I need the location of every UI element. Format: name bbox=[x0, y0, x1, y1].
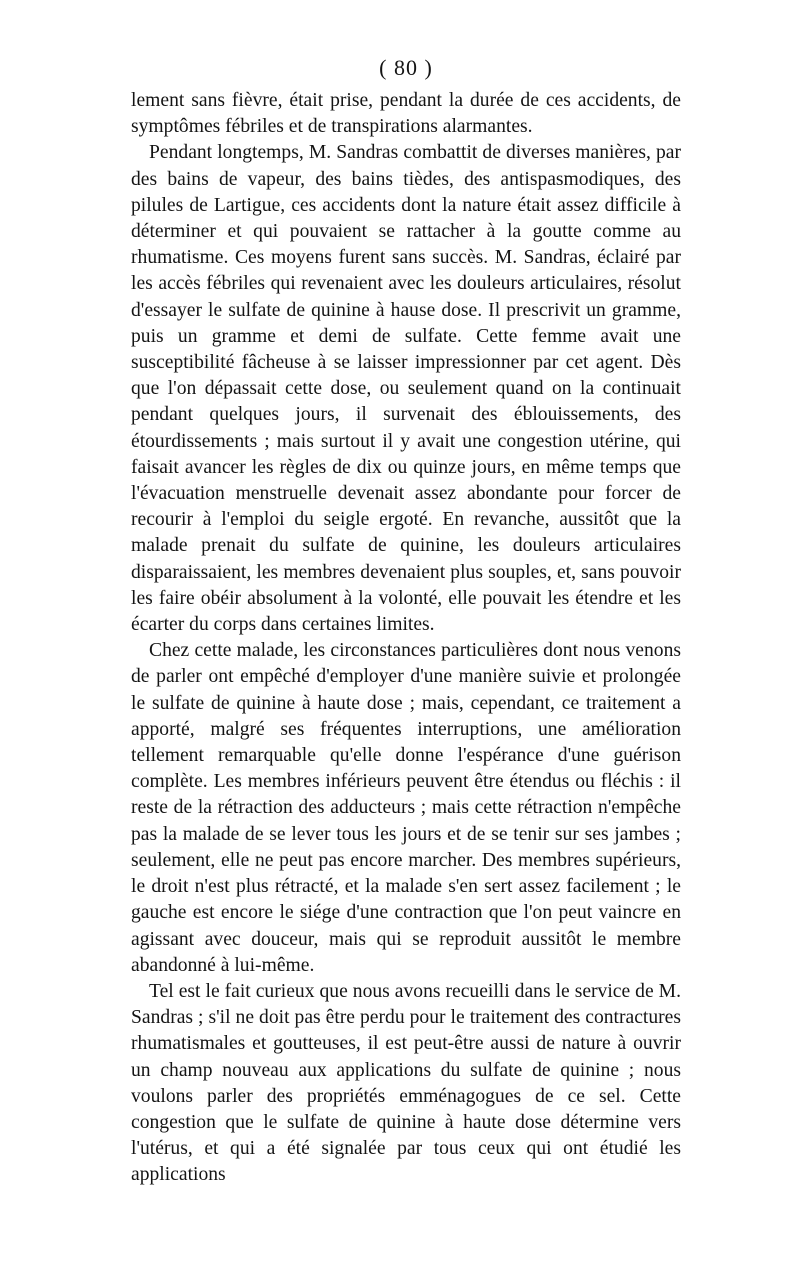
page-number: ( 80 ) bbox=[379, 55, 433, 80]
book-page bbox=[131, 52, 681, 1189]
paragraph-continuation: lement sans fièvre, était prise, pendant la durée de ces accidents, de symptômes fébriles et de transpirations alarmantes. bbox=[131, 90, 681, 138]
paragraph-improvement: Chez cette malade, les circonstances particulières dont nous venons de parler ont empêché d'employer d'une manière suivie et prolongée le sulfate de quinine à haute dose ; mais, cependant, ce traitement a apporté, malgré ses fréquentes interruptions, une amélioration tellement remarquable qu'elle donne l'espérance d'une guérison complète. Les membres inférieurs peuvent être étendus ou fléchis : il reste de la rétraction des adducteurs ; mais cette rétraction n'empêche pas la malade de se lever tous les jours et de se tenir sur ses jambes ; seulement, elle ne peut pas encore marcher. Des membres supérieurs, le droit n'est plus rétracté, et la malade s'en sert assez facilement ; le gauche est encore le siége d'une contraction que l'on peut vaincre en agissant avec douceur, mais qui se reproduit aussitôt le membre abandonné à lui-même. bbox=[131, 640, 681, 976]
paragraph-sandras-treatment: Pendant longtemps, M. Sandras combattit de diverses manières, par des bains de vapeur, des bains tièdes, des antispasmodiques, des pilules de Lartigue, ces accidents dont la nature était assez difficile à déterminer et qui pouvaient se rattacher à la goutte comme au rhumatisme. Ces moyens furent sans succès. M. Sandras, éclairé par les accès fébriles qui revenaient avec les douleurs articulaires, résolut d'essayer le sulfate de quinine à hause dose. Il prescrivit un gramme, puis un gramme et demi de sulfate. Cette femme avait une susceptibilité fâcheuse à se laisser impressionner par cet agent. Dès que l'on dépassait cette dose, ou seulement quand on la continuait pendant quelques jours, il survenait des éblouissements, des étourdissements ; mais surtout il y avait une congestion utérine, qui faisait avancer les règles de dix ou quinze jours, en même temps que l'évacuation menstruelle devenait assez abondante pour forcer de recourir à l'emploi du seigle ergoté. En revanche, aussitôt que la malade prenait du sulfate de quinine, les douleurs articulaires disparaissaient, les membres devenaient plus souples, et, sans pouvoir les faire obéir absolument à la volonté, elle pouvait les étendre et les écarter du corps dans certaines limites. bbox=[131, 142, 681, 636]
paragraph-conclusion: Tel est le fait curieux que nous avons recueilli dans le service de M. Sandras ; s'il ne doit pas être perdu pour le traitement des contractures rhumatismales et goutteuses, il est peut-être aussi de nature à ouvrir un champ nouveau aux applications du sulfate de quinine ; nous voulons parler des propriétés emménagogues de ce sel. Cette congestion que le sulfate de quinine à haute dose détermine vers l'utérus, et qui a été signalée par tous ceux qui ont étudié les applications bbox=[131, 980, 681, 1186]
